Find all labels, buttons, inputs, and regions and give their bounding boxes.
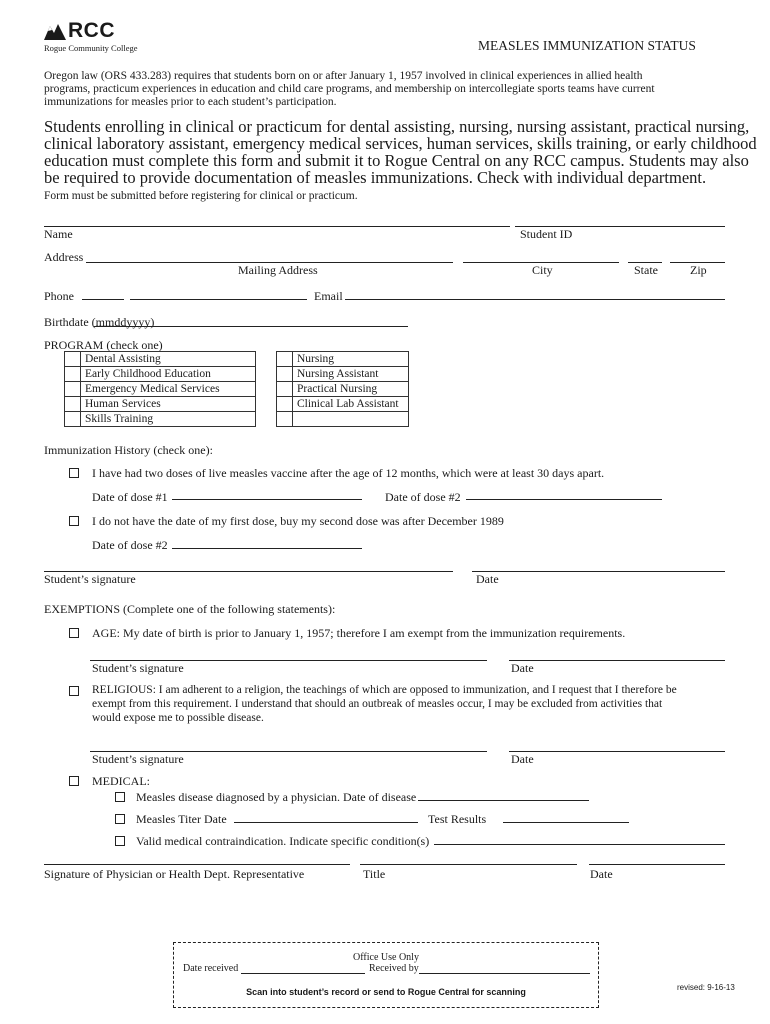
program-checkbox[interactable] xyxy=(277,412,293,427)
signature-date-label: Date xyxy=(476,572,499,586)
state-label: State xyxy=(634,263,658,277)
date-received-label: Date received xyxy=(183,963,239,974)
age-exemption-label: AGE: My date of birth is prior to January 1, 1957; therefore I am exempt from the immunization requirements. xyxy=(92,626,626,640)
email-field[interactable] xyxy=(345,299,725,300)
physician-signature-field[interactable] xyxy=(44,864,350,865)
revised-date: revised: 9-16-13 xyxy=(677,983,735,992)
program-checkbox[interactable] xyxy=(277,382,293,397)
program-label: Practical Nursing xyxy=(293,382,409,397)
city-label: City xyxy=(532,263,553,277)
notice-line-4: be required to provide documentation of measles immunizations. Check with individual department. xyxy=(44,168,707,187)
birthdate-label: Birthdate (mmddyyyy) xyxy=(44,315,155,329)
scan-note: Scan into student’s record or send to Rogue Central for scanning xyxy=(246,987,526,997)
program-table-left xyxy=(64,351,256,427)
religious-line-2: exempt from this requirement. I understand that should an outbreak of measles occur, I may be excluded from activities that xyxy=(92,698,663,710)
program-row[interactable] xyxy=(65,412,256,427)
program-row[interactable] xyxy=(277,412,409,427)
contraindication-label: Valid medical contraindication. Indicate specific condition(s) xyxy=(136,834,430,848)
program-row[interactable] xyxy=(65,382,256,397)
contraindication-checkbox[interactable] xyxy=(115,836,125,846)
student-signature-label: Student’s signature xyxy=(44,572,136,586)
age-signature-label: Student’s signature xyxy=(92,661,184,675)
program-label: Early Childhood Education xyxy=(81,367,256,382)
program-label: Nursing xyxy=(293,352,409,367)
program-label: Nursing Assistant xyxy=(293,367,409,382)
exemptions-heading: EXEMPTIONS (Complete one of the following statements): xyxy=(44,602,336,616)
program-checkbox[interactable] xyxy=(65,382,81,397)
religious-line-3: would expose me to possible disease. xyxy=(92,712,264,724)
measles-disease-checkbox[interactable] xyxy=(115,792,125,802)
notice-line-3: education must complete this form and submit it to Rogue Central on any RCC campus. Students may also xyxy=(44,151,749,170)
program-checkbox[interactable] xyxy=(65,367,81,382)
contraindication-field[interactable] xyxy=(434,844,725,845)
program-row[interactable] xyxy=(65,397,256,412)
medical-exemption-checkbox[interactable] xyxy=(69,776,79,786)
two-doses-label: I have had two doses of live measles vaccine after the age of 12 months, which were at least 30 days apart. xyxy=(92,466,605,480)
received-by-label: Received by xyxy=(369,963,419,974)
dose1-label: Date of dose #1 xyxy=(92,490,168,504)
titer-date-label: Measles Titer Date xyxy=(136,812,227,826)
logo-text: RCC xyxy=(68,19,115,42)
mountain-logo-icon xyxy=(43,21,67,41)
dose2b-label: Date of dose #2 xyxy=(92,538,168,552)
law-line-3: immunizations for measles prior to each student’s participation. xyxy=(44,96,337,108)
program-row[interactable] xyxy=(65,352,256,367)
program-label: Emergency Medical Services xyxy=(81,382,256,397)
second-dose-checkbox[interactable] xyxy=(69,516,79,526)
program-label: Skills Training xyxy=(81,412,256,427)
notice-line-1: Students enrolling in clinical or practicum for dental assisting, nursing, nursing assistant, practical nursing, xyxy=(44,117,750,136)
two-doses-checkbox[interactable] xyxy=(69,468,79,478)
program-row[interactable] xyxy=(277,397,409,412)
titer-date-field[interactable] xyxy=(234,822,418,823)
program-label xyxy=(293,412,409,427)
office-use-box xyxy=(173,942,599,1008)
dose2-label: Date of dose #2 xyxy=(385,490,461,504)
address-label: Address xyxy=(44,250,84,264)
phone-number-field[interactable] xyxy=(130,299,307,300)
titer-checkbox[interactable] xyxy=(115,814,125,824)
physician-date-field[interactable] xyxy=(589,864,725,865)
date-received-field[interactable] xyxy=(241,973,365,974)
birthdate-field[interactable] xyxy=(94,326,408,327)
religious-date-field[interactable] xyxy=(509,751,725,752)
title-label: Title xyxy=(363,867,386,881)
religious-line-1: RELIGIOUS: I am adherent to a religion, the teachings of which are opposed to immunization, and I request that I therefore be xyxy=(92,684,677,696)
title-field[interactable] xyxy=(360,864,577,865)
mailing-address-label: Mailing Address xyxy=(238,263,318,277)
program-row[interactable] xyxy=(277,382,409,397)
name-label: Name xyxy=(44,227,73,241)
test-results-field[interactable] xyxy=(503,822,629,823)
program-label: Clinical Lab Assistant xyxy=(293,397,409,412)
medical-label: MEDICAL: xyxy=(92,774,150,788)
age-date-field[interactable] xyxy=(509,660,725,661)
program-row[interactable] xyxy=(65,367,256,382)
dose1-date-field[interactable] xyxy=(172,499,362,500)
program-label: Dental Assisting xyxy=(81,352,256,367)
age-date-label: Date xyxy=(511,661,534,675)
program-label: Human Services xyxy=(81,397,256,412)
test-results-label: Test Results xyxy=(428,812,487,826)
program-checkbox[interactable] xyxy=(277,367,293,382)
program-row[interactable] xyxy=(277,367,409,382)
phone-area-code-field[interactable] xyxy=(82,299,124,300)
religious-signature-label: Student’s signature xyxy=(92,752,184,766)
office-heading: Office Use Only xyxy=(353,952,419,963)
age-exemption-checkbox[interactable] xyxy=(69,628,79,638)
student-id-label: Student ID xyxy=(520,227,573,241)
religious-date-label: Date xyxy=(511,752,534,766)
law-line-1: Oregon law (ORS 433.283) requires that students born on or after January 1, 1957 involved in clinical experiences in allied health xyxy=(44,70,643,82)
signature-date-field[interactable] xyxy=(472,571,725,572)
program-checkbox[interactable] xyxy=(65,397,81,412)
form-title: MEASLES IMMUNIZATION STATUS xyxy=(478,38,696,53)
physician-signature-label: Signature of Physician or Health Dept. Representative xyxy=(44,867,305,881)
phone-label: Phone xyxy=(44,289,74,303)
zip-label: Zip xyxy=(690,263,707,277)
program-checkbox[interactable] xyxy=(65,352,81,367)
program-table-right xyxy=(276,351,409,427)
physician-date-label: Date xyxy=(590,867,613,881)
program-checkbox[interactable] xyxy=(65,412,81,427)
religious-exemption-checkbox[interactable] xyxy=(69,686,79,696)
program-checkbox[interactable] xyxy=(277,397,293,412)
program-row[interactable] xyxy=(277,352,409,367)
immunization-heading: Immunization History (check one): xyxy=(44,443,213,457)
measles-disease-label: Measles disease diagnosed by a physician. Date of disease xyxy=(136,790,417,804)
notice-line-2: clinical laboratory assistant, emergency medical services, human services, skills training, or early childhood xyxy=(44,134,757,153)
dose2b-date-field[interactable] xyxy=(172,548,362,549)
submit-note: Form must be submitted before registering for clinical or practicum. xyxy=(44,190,358,202)
disease-date-field[interactable] xyxy=(418,800,589,801)
received-by-field[interactable] xyxy=(419,973,590,974)
name-field[interactable] xyxy=(44,226,510,227)
college-name: Rogue Community College xyxy=(44,43,138,53)
program-heading: PROGRAM (check one) xyxy=(44,338,163,352)
email-label: Email xyxy=(314,289,343,303)
dose2-date-field[interactable] xyxy=(466,499,662,500)
program-checkbox[interactable] xyxy=(277,352,293,367)
law-line-2: programs, practicum experiences in education and child care programs, and membership on intercollegiate sports teams have current xyxy=(44,83,655,95)
second-dose-label: I do not have the date of my first dose, buy my second dose was after December 1989 xyxy=(92,514,504,528)
